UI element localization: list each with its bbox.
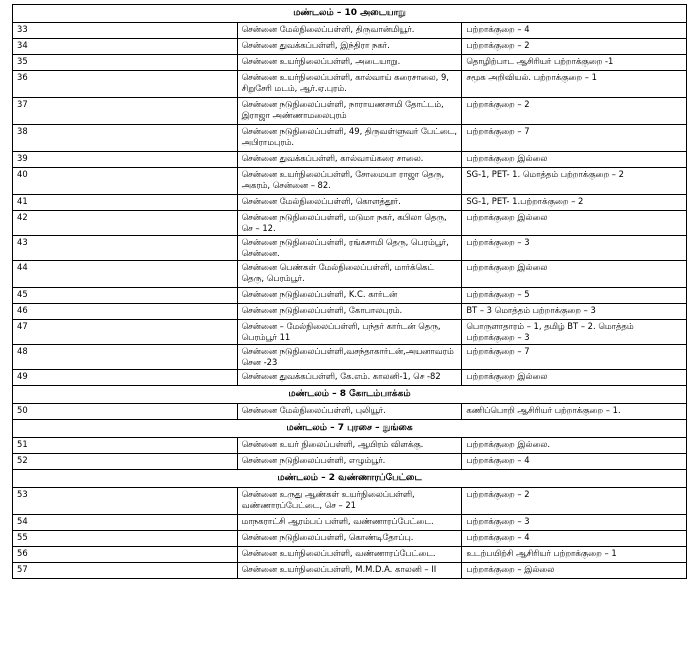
shortage-remark: பற்றாக்குறை – 2 bbox=[462, 488, 687, 515]
zone-header-row bbox=[13, 5, 687, 23]
shortage-remark: பற்றாக்குறை – 3 bbox=[462, 236, 687, 261]
zone-title: மண்டலம் – 2 வண்ணாரப்பேட்டை bbox=[13, 470, 687, 488]
table-row bbox=[13, 454, 687, 470]
school-name: சென்னை நடுநிலைப்பள்ளி, மடுமா நகர், கபிலா தெரு, செ – 12. bbox=[237, 211, 462, 236]
row-number: 45 bbox=[13, 288, 238, 304]
school-name: சென்னை – மேல்நிலைப்பள்ளி, பந்தர் கார்டன் தெரு, பெரம்பூர் 11 bbox=[237, 320, 462, 345]
shortage-remark: பொருளாதாரம் – 1, தமிழ் BT – 2. மொத்தம் பற்றாக்குறை – 3 bbox=[462, 320, 687, 345]
school-name: சென்னை உயர் நிலைப்பள்ளி, ஆயிரம் விளக்கு. bbox=[237, 438, 462, 454]
table-row bbox=[13, 304, 687, 320]
row-number: 46 bbox=[13, 304, 238, 320]
table-row bbox=[13, 55, 687, 71]
shortage-remark: பற்றாக்குறை இல்லை. bbox=[462, 438, 687, 454]
shortage-remark: சமூக அறிவியல். பற்றாக்குறை – 1 bbox=[462, 71, 687, 98]
table-body bbox=[13, 5, 687, 579]
table-row bbox=[13, 195, 687, 211]
row-number: 36 bbox=[13, 71, 238, 98]
table-row bbox=[13, 547, 687, 563]
row-number: 43 bbox=[13, 236, 238, 261]
school-name: சென்னை மேல்நிலைப்பள்ளி, கொளத்தூர். bbox=[237, 195, 462, 211]
table-row bbox=[13, 23, 687, 39]
school-name: சென்னை உருது ஆண்கள் உயர்நிலைப்பள்ளி, வண்ணாரப்பேட்டை, செ – 21 bbox=[237, 488, 462, 515]
shortage-remark: பற்றாக்குறை – 4 bbox=[462, 454, 687, 470]
zone-header-row bbox=[13, 420, 687, 438]
shortage-remark: பற்றாக்குறை இல்லை bbox=[462, 261, 687, 288]
shortage-remark: SG-1, PET- 1. மொத்தம் பற்றாக்குறை – 2 bbox=[462, 168, 687, 195]
row-number: 41 bbox=[13, 195, 238, 211]
row-number: 47 bbox=[13, 320, 238, 345]
table-row bbox=[13, 288, 687, 304]
school-name: சென்னை துவக்கப்பள்ளி, இந்திரா நகர். bbox=[237, 39, 462, 55]
row-number: 37 bbox=[13, 98, 238, 125]
row-number: 34 bbox=[13, 39, 238, 55]
school-name: சென்னை மேல்நிலைப்பள்ளி, புலியூர். bbox=[237, 404, 462, 420]
row-number: 54 bbox=[13, 515, 238, 531]
table-row bbox=[13, 404, 687, 420]
zone-title: மண்டலம் – 7 புரசை – நுங்கை bbox=[13, 420, 687, 438]
shortage-remark: பற்றாக்குறை இல்லை bbox=[462, 211, 687, 236]
school-name: சென்னை நடுநிலைப்பள்ளி, ரங்கசாமி தெரு, பெரம்பூர், சென்னை. bbox=[237, 236, 462, 261]
shortage-remark: பற்றாக்குறை – 5 bbox=[462, 288, 687, 304]
school-name: சென்னை உயர்நிலைப்பள்ளி, அடையாறு. bbox=[237, 55, 462, 71]
shortage-remark: பற்றாக்குறை இல்லை bbox=[462, 152, 687, 168]
school-name: சென்னை உயர்நிலைப்பள்ளி, கால்வாய் கரைசாலை, 9, சிறுசேரி மடம், ஆர்.ஏ.புரம். bbox=[237, 71, 462, 98]
zone-title: மண்டலம் – 8 கோடம்பாக்கம் bbox=[13, 386, 687, 404]
row-number: 38 bbox=[13, 125, 238, 152]
school-name: சென்னை நடுநிலைப்பள்ளி, கொண்டிதோப்பு. bbox=[237, 531, 462, 547]
row-number: 42 bbox=[13, 211, 238, 236]
table-row bbox=[13, 211, 687, 236]
row-number: 44 bbox=[13, 261, 238, 288]
school-name: சென்னை நடுநிலைப்பள்ளி, 49, திருவள்ளுவர் பேட்டை, அபிராமபுரம். bbox=[237, 125, 462, 152]
table-row bbox=[13, 39, 687, 55]
shortage-remark: தொழிற்பாட ஆசிரியர் பற்றாக்குறை -1 bbox=[462, 55, 687, 71]
shortage-remark: பற்றாக்குறை – 2 bbox=[462, 98, 687, 125]
row-number: 48 bbox=[13, 345, 238, 370]
table-row bbox=[13, 71, 687, 98]
shortage-remark: பற்றாக்குறை – 3 bbox=[462, 515, 687, 531]
row-number: 49 bbox=[13, 370, 238, 386]
shortage-remark: பற்றாக்குறை – 7 bbox=[462, 125, 687, 152]
row-number: 40 bbox=[13, 168, 238, 195]
table-row bbox=[13, 236, 687, 261]
table-row bbox=[13, 345, 687, 370]
table-row bbox=[13, 370, 687, 386]
school-name: சென்னை நடுநிலைப்பள்ளி, நாராயணசாமி தோட்டம், இராஜா அண்ணாமலைபுரம் bbox=[237, 98, 462, 125]
school-shortage-table bbox=[12, 4, 687, 579]
table-row bbox=[13, 531, 687, 547]
row-number: 35 bbox=[13, 55, 238, 71]
school-name: சென்னை பெண்கள் மேல்நிலைப்பள்ளி, மார்க்கெட் தெரு, பெரம்பூர். bbox=[237, 261, 462, 288]
school-name: சென்னை நடுநிலைப்பள்ளி, எழும்பூர். bbox=[237, 454, 462, 470]
school-name: சென்னை நடுநிலைப்பள்ளி, கோபாலபுரம். bbox=[237, 304, 462, 320]
shortage-remark: பற்றாக்குறை – 4 bbox=[462, 531, 687, 547]
school-name: சென்னை மேல்நிலைப்பள்ளி, திருவான்மியூர். bbox=[237, 23, 462, 39]
row-number: 56 bbox=[13, 547, 238, 563]
table-row bbox=[13, 515, 687, 531]
shortage-remark: உடற்பயிற்சி ஆசிரியர் பற்றாக்குறை – 1 bbox=[462, 547, 687, 563]
table-row bbox=[13, 98, 687, 125]
table-row bbox=[13, 438, 687, 454]
row-number: 55 bbox=[13, 531, 238, 547]
shortage-remark: கணிப்பொறி ஆசிரியர் பற்றாக்குறை – 1. bbox=[462, 404, 687, 420]
shortage-remark: பற்றாக்குறை – 7 bbox=[462, 345, 687, 370]
row-number: 57 bbox=[13, 563, 238, 579]
table-row bbox=[13, 261, 687, 288]
zone-header-row bbox=[13, 470, 687, 488]
table-row bbox=[13, 125, 687, 152]
school-name: சென்னை துவக்கப்பள்ளி, கே.எம். காலனி-1, செ -82 bbox=[237, 370, 462, 386]
school-name: சென்னை உயர்நிலைப்பள்ளி, சோமையா ராஜா தெரு, அகரம், சென்னை – 82. bbox=[237, 168, 462, 195]
zone-title: மண்டலம் – 10 அடையாறு bbox=[13, 5, 687, 23]
school-name: சென்னை உயர்நிலைப்பள்ளி, வண்ணாரப்பேட்டை. bbox=[237, 547, 462, 563]
row-number: 50 bbox=[13, 404, 238, 420]
table-row bbox=[13, 563, 687, 579]
shortage-remark: பற்றாக்குறை இல்லை bbox=[462, 370, 687, 386]
shortage-remark: பற்றாக்குறை – 2 bbox=[462, 39, 687, 55]
school-name: மாநகராட்சி ஆரம்பப் பள்ளி, வண்ணாரப்பேட்டை. bbox=[237, 515, 462, 531]
row-number: 39 bbox=[13, 152, 238, 168]
school-name: சென்னை நடுநிலைப்பள்ளி, K.C. கார்டன் bbox=[237, 288, 462, 304]
table-row bbox=[13, 168, 687, 195]
row-number: 33 bbox=[13, 23, 238, 39]
row-number: 52 bbox=[13, 454, 238, 470]
row-number: 51 bbox=[13, 438, 238, 454]
zone-header-row bbox=[13, 386, 687, 404]
school-name: சென்னை உயர்நிலைப்பள்ளி, M.M.D.A. காலனி – II bbox=[237, 563, 462, 579]
shortage-remark: பற்றாக்குறை – இல்லை bbox=[462, 563, 687, 579]
school-name: சென்னை நடுநிலைப்பள்ளி,வசந்தாகார்டன்,அயனாவரம் சென -23 bbox=[237, 345, 462, 370]
table-row bbox=[13, 152, 687, 168]
row-number: 53 bbox=[13, 488, 238, 515]
shortage-remark: SG-1, PET- 1.பற்றாக்குறை – 2 bbox=[462, 195, 687, 211]
school-name: சென்னை துவக்கப்பள்ளி, கால்வாய்கரை சாலை. bbox=[237, 152, 462, 168]
table-row bbox=[13, 488, 687, 515]
table-row bbox=[13, 320, 687, 345]
shortage-remark: பற்றாக்குறை – 4 bbox=[462, 23, 687, 39]
shortage-remark: BT – 3 மொத்தம் பற்றாக்குறை – 3 bbox=[462, 304, 687, 320]
